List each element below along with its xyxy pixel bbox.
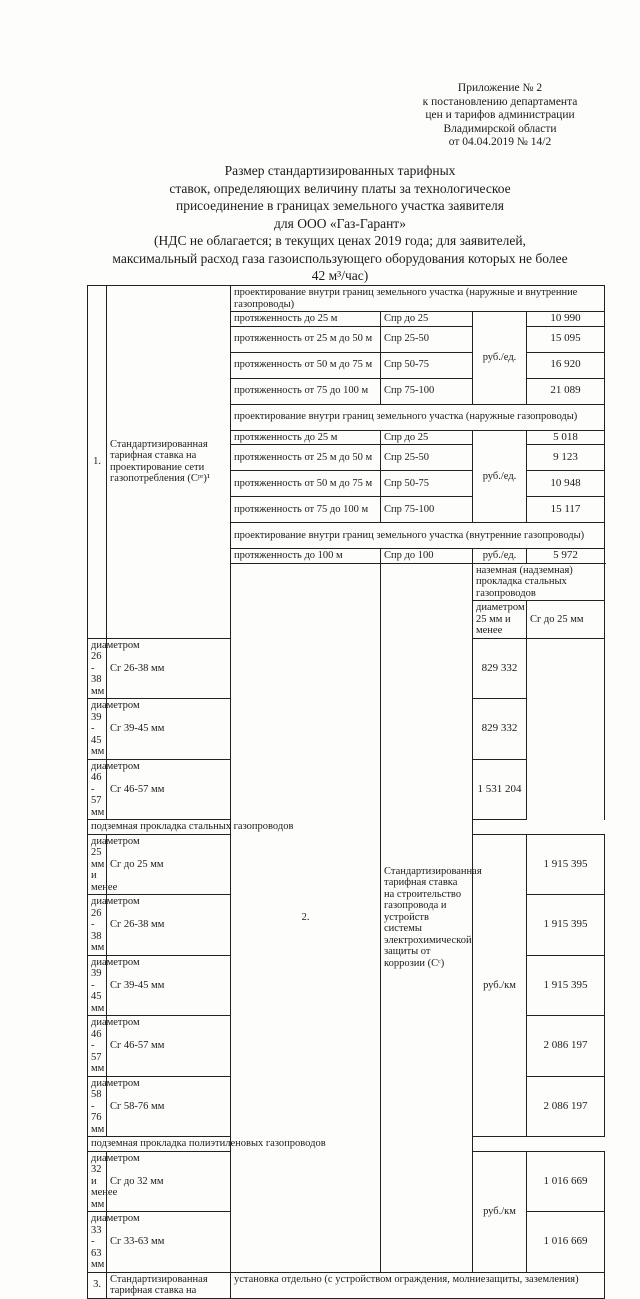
appendix-line: Владимирской области — [443, 122, 557, 135]
tariff-table — [87, 285, 605, 1299]
row-code: Сг 58-76 мм — [107, 1076, 231, 1137]
row-label: протяженность от 50 м до 75 м — [231, 471, 381, 497]
row-code: Спр 25-50 — [381, 445, 473, 471]
row-label: диаметром 26 - 38 мм — [88, 638, 107, 699]
section-name: Стандартизированная тарифная ставка на проектирование сети газопотребления (Cᵖʳ)¹ — [107, 286, 231, 639]
row-value: 2 086 197 — [527, 1076, 605, 1137]
row-label: диаметром 39 - 45 мм — [88, 955, 107, 1016]
section-name: Стандартизированная тарифная ставка на строительство газопровода и устройств системы электрохимической защиты от коррозии (Cᶜ) — [381, 563, 473, 1272]
group-header: подземная прокладка стальных газопроводов — [88, 820, 473, 835]
row-label: протяженность от 75 до 100 м — [231, 497, 381, 523]
row-code: Сг 46-57 мм — [107, 759, 231, 820]
row-label: диаметром 46 - 57 мм — [88, 1016, 107, 1077]
row-label: диаметром 46 - 57 мм — [88, 759, 107, 820]
appendix-line: Приложение № 2 — [457, 82, 543, 94]
row-value: 16 920 — [527, 352, 605, 378]
section-number: 1. — [88, 286, 107, 639]
row-label: диаметром 32 и менее мм — [88, 1151, 107, 1212]
title-line: (НДС не облагается; в текущих ценах 2019 года; для заявителей, — [154, 233, 526, 248]
row-code: Сг 46-57 мм — [107, 1016, 231, 1077]
title-line: для ООО «Газ-Гарант» — [274, 215, 406, 231]
row-label: диаметром 25 мм и менее — [88, 834, 107, 895]
group-header: подземная прокладка полиэтиленовых газопроводов — [88, 1137, 473, 1152]
row-value: 1 915 395 — [527, 955, 605, 1016]
row-label: диаметром 39 - 45 мм — [88, 699, 107, 760]
unit-cell: руб./ед. — [473, 549, 527, 564]
document-title — [95, 162, 585, 285]
row-code: Спр 75-100 — [381, 378, 473, 404]
row-value: 1 016 669 — [527, 1212, 605, 1273]
title-line: ставок, определяющих величину платы за технологическое — [169, 180, 511, 196]
row-label: диаметром 33 - 63 мм — [88, 1212, 107, 1273]
row-code: Сг 39-45 мм — [107, 699, 231, 760]
row-code: Спр до 25 — [381, 312, 473, 327]
row-code: Сг до 32 мм — [107, 1151, 231, 1212]
row-value: 5 018 — [527, 430, 605, 445]
title-line: 42 м³/час) — [311, 268, 369, 283]
row-label: протяженность от 75 до 100 м — [231, 378, 381, 404]
row-label: протяженность от 50 м до 75 м — [231, 352, 381, 378]
row-code: Спр 75-100 — [381, 497, 473, 523]
group-header: проектирование внутри границ земельного участка (наружные газопроводы) — [231, 404, 605, 430]
section-number: 2. — [231, 563, 381, 1272]
title-line: максимальный расход газа газоиспользующего оборудования которых не более — [112, 250, 568, 266]
row-label: диаметром 26 - 38 мм — [88, 895, 107, 956]
section-name: Стандартизированная тарифная ставка на — [107, 1272, 231, 1298]
row-code: Сг 39-45 мм — [107, 955, 231, 1016]
appendix-line: от 04.04.2019 № 14/2 — [448, 136, 552, 148]
group-header: наземная (надземная) прокладка стальных газопроводов — [473, 563, 605, 601]
row-code: Спр до 25 — [381, 430, 473, 445]
row-code: Спр до 100 — [381, 549, 473, 564]
row-label: диаметром 58 - 76 мм — [88, 1076, 107, 1137]
row-code: Спр 50-75 — [381, 352, 473, 378]
row-value: 1 915 395 — [527, 895, 605, 956]
appendix-line: к постановлению департамента — [422, 95, 578, 108]
row-label: протяженность от 25 м до 50 м — [231, 326, 381, 352]
group-header: проектирование внутри границ земельного участка (внутренние газопроводы) — [231, 523, 605, 549]
row-value: 5 972 — [527, 549, 605, 564]
row-code: Сг до 25 мм — [107, 834, 231, 895]
row-label: протяженность от 25 м до 50 м — [231, 445, 381, 471]
row-code: Сг 26-38 мм — [107, 895, 231, 956]
row-label: протяженность до 25 м — [231, 312, 381, 327]
unit-cell: руб./км — [473, 1151, 527, 1272]
unit-cell: руб./км — [473, 834, 527, 1137]
row-value: 1 016 669 — [527, 1151, 605, 1212]
title-line: присоединение в границах земельного участка заявителя — [175, 198, 505, 213]
row-code: Сг до 25 мм — [527, 601, 605, 639]
row-code: Сг 33-63 мм — [107, 1212, 231, 1273]
unit-cell: руб./ед. — [473, 312, 527, 405]
title-line: Размер стандартизированных тарифных — [224, 163, 456, 178]
row-value: 10 948 — [527, 471, 605, 497]
row-label: протяженность до 25 м — [231, 430, 381, 445]
row-value: 829 332 — [473, 699, 527, 760]
unit-cell: руб./ед. — [473, 430, 527, 523]
row-value: 21 089 — [527, 378, 605, 404]
row-value: 2 086 197 — [527, 1016, 605, 1077]
row-code: Спр 25-50 — [381, 326, 473, 352]
row-label: диаметром 25 мм и менее — [473, 601, 527, 639]
row-value: 829 332 — [473, 638, 527, 699]
row-value: 15 117 — [527, 497, 605, 523]
appendix-line: цен и тарифов администрации — [425, 109, 575, 121]
row-value: 10 990 — [527, 312, 605, 327]
row-value: 1 915 395 — [527, 834, 605, 895]
appendix-header — [395, 82, 605, 150]
row-code: Сг 26-38 мм — [107, 638, 231, 699]
row-label: протяженность до 100 м — [231, 549, 381, 564]
row-value: 9 123 — [527, 445, 605, 471]
group-header: проектирование внутри границ земельного участка (наружные и внутренние газопроводы) — [231, 286, 605, 312]
row-value: 1 531 204 — [473, 759, 527, 820]
row-code: Спр 50-75 — [381, 471, 473, 497]
section-number: 3. — [88, 1272, 107, 1298]
group-header: установка отдельно (с устройством ограждения, молниезащиты, заземления) — [231, 1272, 605, 1298]
row-value: 15 095 — [527, 326, 605, 352]
